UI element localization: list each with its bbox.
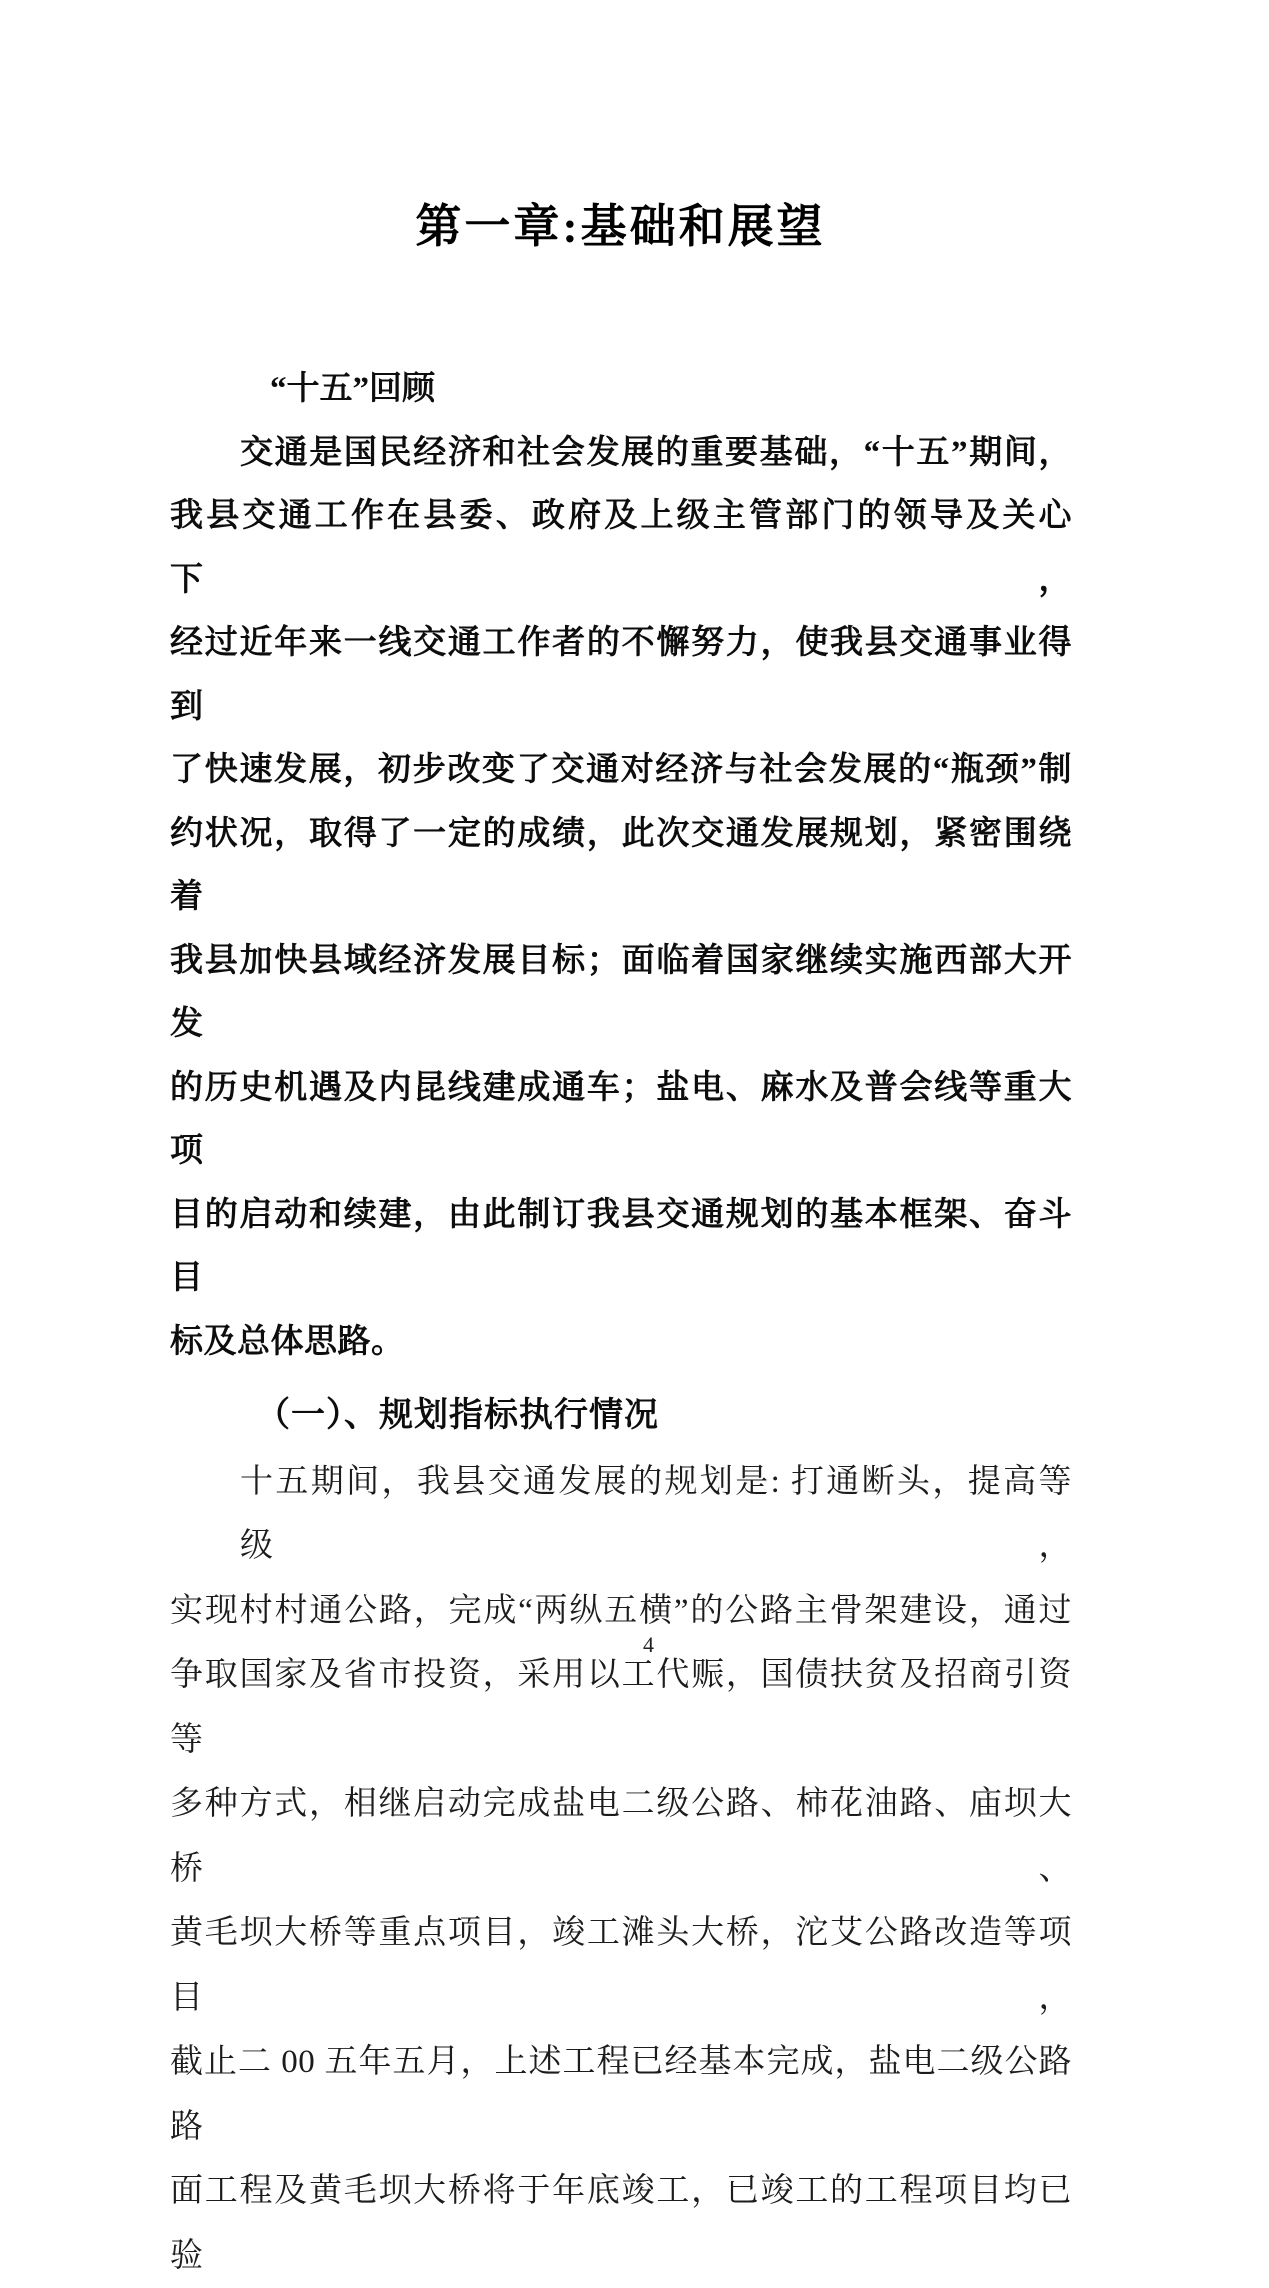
document-body — [170, 358, 1072, 2288]
heading-planning-indicator-execution: （一）、规划指标执行情况 — [170, 1384, 1072, 1448]
text-line: 十五期间，我县交通发展的规划是: 打通断头，提高等级， — [170, 1450, 1072, 1579]
text-line: 的历史机遇及内昆线建成通车；盐电、麻水及普会线等重大项 — [170, 1057, 1072, 1184]
text-line: 多种方式，相继启动完成盐电二级公路、柿花油路、庙坝大桥、 — [170, 1772, 1072, 1901]
subheading-shiwu-review: “十五”回顾 — [170, 358, 1072, 422]
paragraph-shiwu-overview — [170, 422, 1072, 1375]
text-line: 标及总体思路。 — [170, 1311, 1072, 1375]
text-line: 我县交通工作在县委、政府及上级主管部门的领导及关心下， — [170, 485, 1072, 612]
page-number: 4 — [28, 1632, 1269, 1658]
text-line: 面工程及黄毛坝大桥将于年底竣工，已竣工的工程项目均已验 — [170, 2159, 1072, 2288]
text-line: 黄毛坝大桥等重点项目，竣工滩头大桥，沱艾公路改造等项目， — [170, 1901, 1072, 2030]
text-line: 争取国家及省市投资，采用以工代赈，国债扶贫及招商引资等 — [170, 1643, 1072, 1772]
text-line: 约状况，取得了一定的成绩，此次交通发展规划，紧密围绕着 — [170, 803, 1072, 930]
text-line: 目的启动和续建，由此制订我县交通规划的基本框架、奋斗目 — [170, 1184, 1072, 1311]
text-line: 交通是国民经济和社会发展的重要基础，“十五”期间， — [170, 422, 1072, 486]
paragraph-planning-execution — [170, 1450, 1072, 2288]
chapter-title: 第一章:基础和展望 — [0, 190, 1241, 256]
text-line: 截止二 00 五年五月，上述工程已经基本完成，盐电二级公路路 — [170, 2030, 1072, 2159]
text-line: 实现村村通公路，完成“两纵五横”的公路主骨架建设，通过 — [170, 1579, 1072, 1644]
text-line: 我县加快县域经济发展目标；面临着国家继续实施西部大开发 — [170, 930, 1072, 1057]
text-line: 了快速发展，初步改变了交通对经济与社会发展的“瓶颈”制 — [170, 739, 1072, 803]
text-line: 经过近年来一线交通工作者的不懈努力，使我县交通事业得到 — [170, 612, 1072, 739]
